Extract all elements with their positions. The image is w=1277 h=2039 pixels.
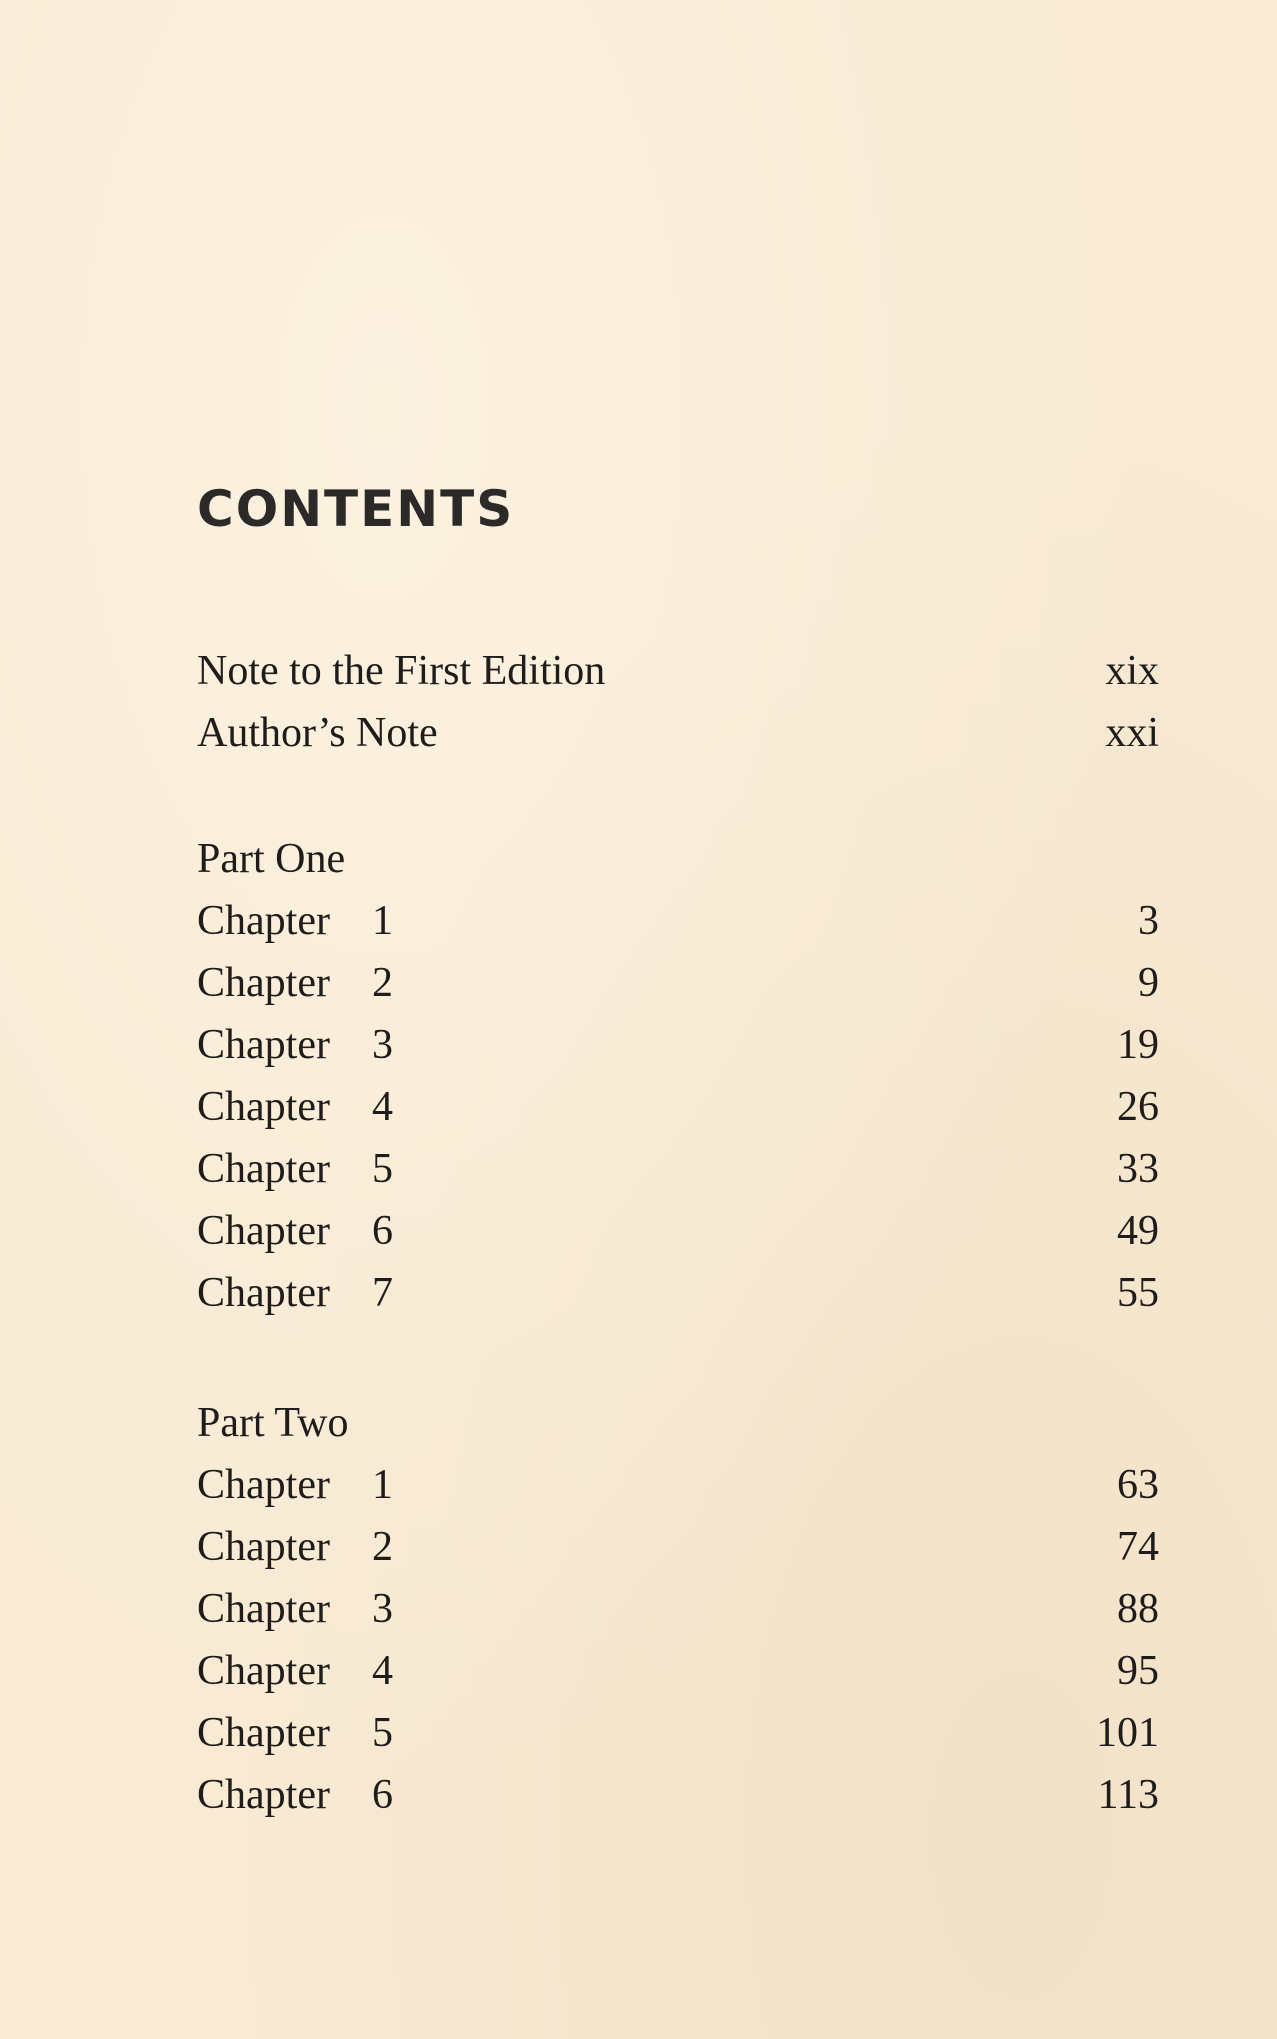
toc-entry-page: 49	[1117, 1208, 1159, 1254]
chapter-number: 5	[372, 1146, 393, 1192]
chapter-number: 3	[372, 1022, 393, 1068]
toc-entry-chapter	[197, 890, 1159, 952]
toc-entry-page: 55	[1117, 1270, 1159, 1316]
toc-entry-chapter	[197, 1076, 1159, 1138]
toc-entry-page: 19	[1117, 1022, 1159, 1068]
page-title: CONTENTS	[197, 480, 515, 538]
chapter-number: 3	[372, 1586, 393, 1632]
chapter-label: Chapter	[197, 898, 330, 944]
toc-entry-front-matter	[197, 640, 1159, 702]
toc-entry-chapter	[197, 1200, 1159, 1262]
chapter-number: 6	[372, 1208, 393, 1254]
toc-entry-chapter	[197, 952, 1159, 1014]
chapter-label: Chapter	[197, 1022, 330, 1068]
toc-entry-chapter	[197, 1578, 1159, 1640]
toc-entry-page: xix	[1105, 648, 1159, 694]
toc-entry-page: 33	[1117, 1146, 1159, 1192]
chapter-number: 1	[372, 898, 393, 944]
toc-entry-page: xxi	[1105, 710, 1159, 756]
toc-entry-page: 26	[1117, 1084, 1159, 1130]
toc-entry-label: Author’s Note	[197, 710, 438, 756]
part-heading: Part One	[197, 836, 346, 882]
chapter-label: Chapter	[197, 1586, 330, 1632]
chapter-number: 4	[372, 1648, 393, 1694]
toc-entry-chapter	[197, 1702, 1159, 1764]
chapter-number: 5	[372, 1710, 393, 1756]
toc-entry-chapter	[197, 1138, 1159, 1200]
toc-entry-label: Note to the First Edition	[197, 648, 606, 694]
chapter-label: Chapter	[197, 1208, 330, 1254]
toc-entry-page: 95	[1117, 1648, 1159, 1694]
chapter-label: Chapter	[197, 1462, 330, 1508]
toc-entry-chapter	[197, 1640, 1159, 1702]
chapter-label: Chapter	[197, 1270, 330, 1316]
toc-entry-page: 113	[1097, 1772, 1159, 1818]
chapter-label: Chapter	[197, 960, 330, 1006]
toc-entry-chapter	[197, 1262, 1159, 1324]
chapter-label: Chapter	[197, 1648, 330, 1694]
toc-entry-chapter	[197, 1454, 1159, 1516]
toc-entry-page: 88	[1117, 1586, 1159, 1632]
toc-entry-page: 9	[1138, 960, 1159, 1006]
toc-entry-page: 101	[1096, 1710, 1159, 1756]
toc-entry-chapter	[197, 1764, 1159, 1826]
chapter-number: 6	[372, 1772, 393, 1818]
toc-entry-front-matter	[197, 702, 1159, 764]
chapter-number: 4	[372, 1084, 393, 1130]
chapter-label: Chapter	[197, 1084, 330, 1130]
chapter-number: 7	[372, 1270, 393, 1316]
toc-entry-chapter	[197, 1014, 1159, 1076]
chapter-label: Chapter	[197, 1710, 330, 1756]
toc-entry-chapter	[197, 1516, 1159, 1578]
toc-entry-page: 74	[1117, 1524, 1159, 1570]
toc-entry-page: 3	[1138, 898, 1159, 944]
chapter-label: Chapter	[197, 1772, 330, 1818]
chapter-label: Chapter	[197, 1146, 330, 1192]
chapter-number: 2	[372, 960, 393, 1006]
chapter-label: Chapter	[197, 1524, 330, 1570]
part-heading: Part Two	[197, 1400, 349, 1446]
toc-entry-page: 63	[1117, 1462, 1159, 1508]
chapter-number: 1	[372, 1462, 393, 1508]
chapter-number: 2	[372, 1524, 393, 1570]
